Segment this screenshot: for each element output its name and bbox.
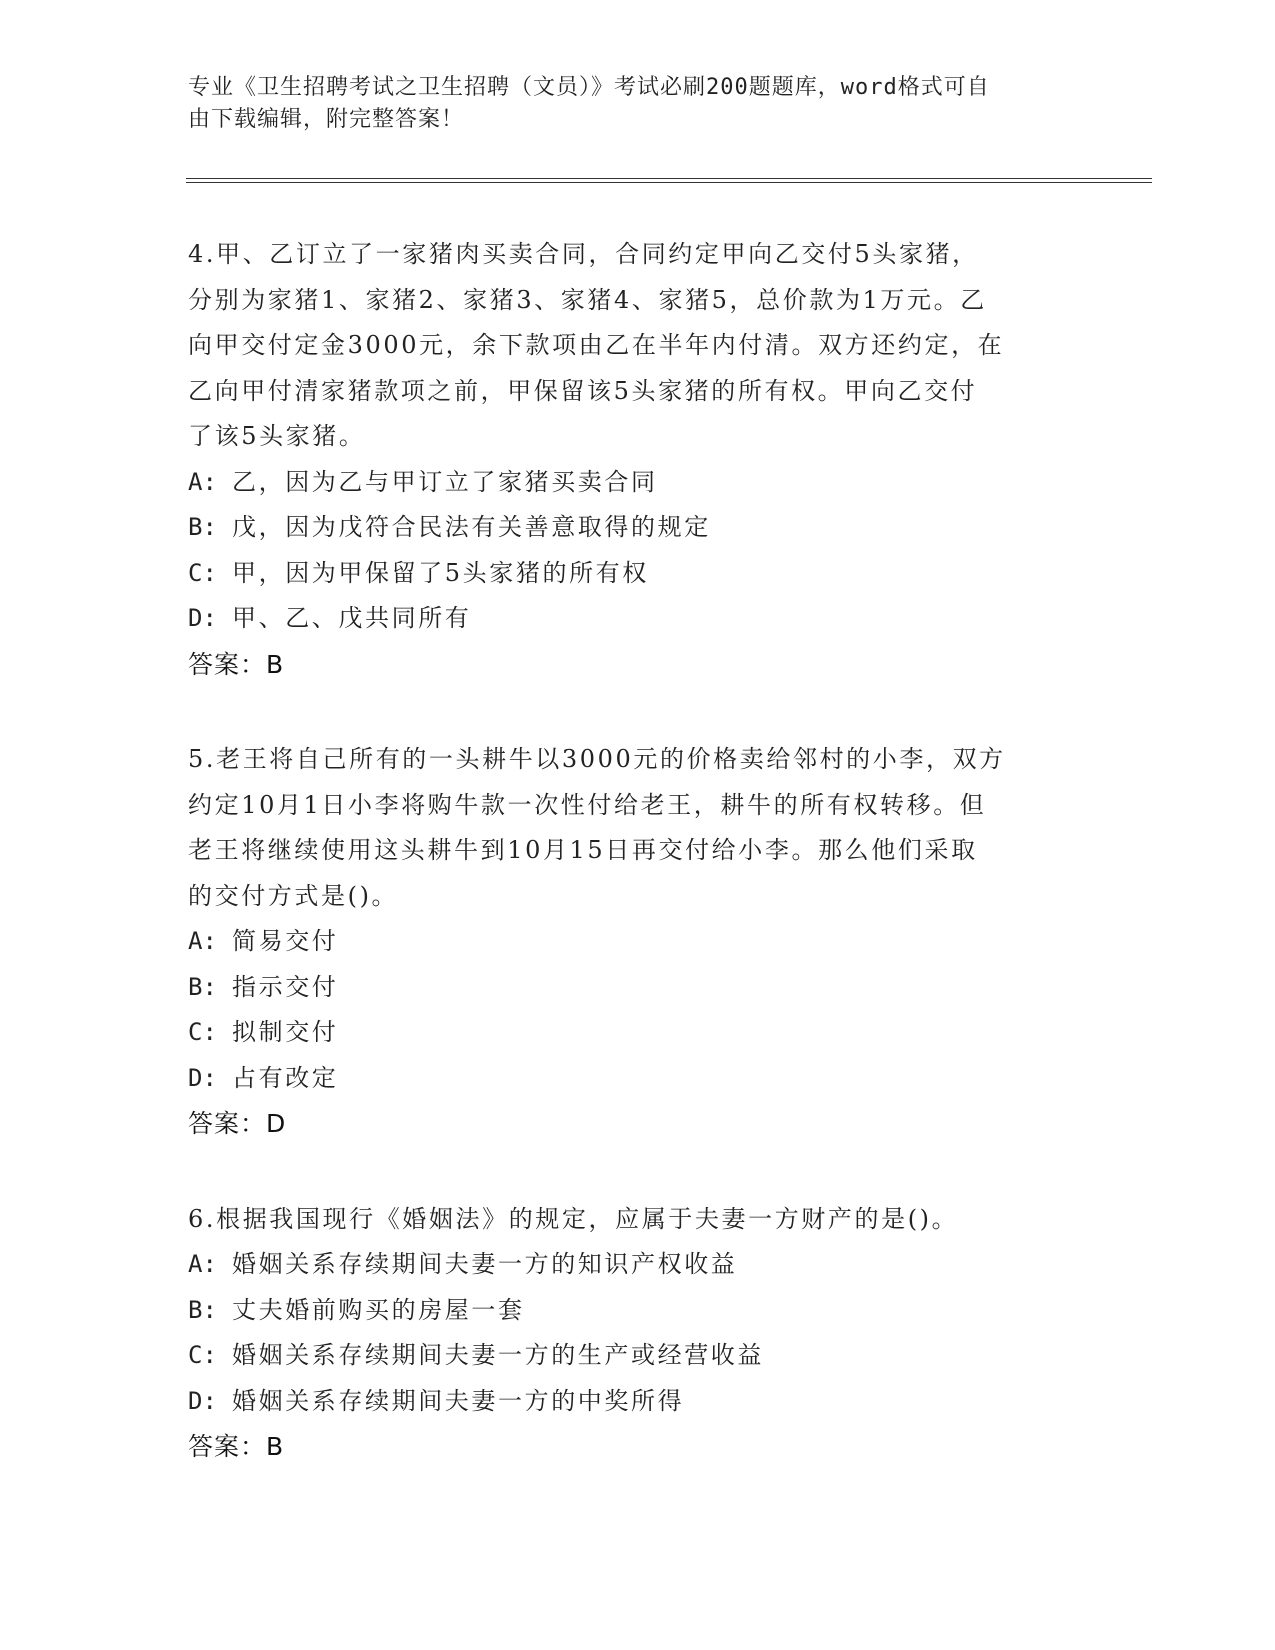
option-c xyxy=(188,1333,1088,1379)
header-divider-bottom xyxy=(186,182,1152,183)
question-list xyxy=(188,232,1088,1520)
question-4 xyxy=(188,232,1088,687)
stem-line: 6.根据我国现行《婚姻法》的规定，应属于夫妻一方财产的是()。 xyxy=(188,1204,959,1233)
option-text: 乙，因为乙与甲订立了家猪买卖合同 xyxy=(232,467,658,496)
option-letter: A: xyxy=(188,1250,217,1278)
option-text: 婚姻关系存续期间夫妻一方的生产或经营收益 xyxy=(232,1341,764,1369)
stem-line: 分别为家猪1、家猪2、家猪3、家猪4、家猪5，总价款为1万元。乙 xyxy=(188,285,987,314)
stem-line: 的交付方式是()。 xyxy=(188,881,399,910)
question-stem xyxy=(188,232,1088,460)
option-letter: D: xyxy=(188,1063,217,1092)
stem-line: 4.甲、乙订立了一家猪肉买卖合同，合同约定甲向乙交付5头家猪， xyxy=(188,240,979,268)
option-letter: A: xyxy=(188,467,217,496)
question-5 xyxy=(188,737,1088,1147)
stem-line: 5.老王将自己所有的一头耕牛以3000元的价格卖给邻村的小李，双方 xyxy=(188,745,1006,773)
option-text: 甲、乙、戊共同所有 xyxy=(232,604,472,632)
option-text: 指示交付 xyxy=(232,972,339,1001)
option-letter: A: xyxy=(188,927,217,955)
header-line-1: 专业《卫生招聘考试之卫生招聘（文员）》考试必刷200题题库，word格式可自 xyxy=(188,75,990,100)
option-d xyxy=(188,1056,1088,1102)
question-stem xyxy=(188,737,1088,919)
option-text: 戊，因为戊符合民法有关善意取得的规定 xyxy=(232,513,711,541)
option-b xyxy=(188,505,1088,551)
option-text: 婚姻关系存续期间夫妻一方的中奖所得 xyxy=(232,1386,685,1415)
option-text: 拟制交付 xyxy=(232,1018,339,1046)
question-stem xyxy=(188,1197,1088,1243)
option-a xyxy=(188,1242,1088,1288)
question-6 xyxy=(188,1197,1088,1470)
option-c xyxy=(188,551,1088,597)
stem-line: 乙向甲付清家猪款项之前，甲保留该5头家猪的所有权。甲向乙交付 xyxy=(188,376,978,405)
stem-line: 约定10月1日小李将购牛款一次性付给老王，耕牛的所有权转移。但 xyxy=(188,790,987,819)
option-letter: B: xyxy=(188,972,217,1001)
option-text: 甲，因为甲保留了5头家猪的所有权 xyxy=(232,558,649,587)
option-d xyxy=(188,596,1088,642)
option-b xyxy=(188,965,1088,1011)
stem-line: 了该5头家猪。 xyxy=(188,422,366,450)
option-text: 婚姻关系存续期间夫妻一方的知识产权收益 xyxy=(232,1250,738,1278)
option-c xyxy=(188,1010,1088,1056)
answer-line: 答案：B xyxy=(188,649,285,679)
option-letter: C: xyxy=(188,1341,217,1369)
answer-line: 答案：B xyxy=(188,1432,285,1461)
option-text: 丈夫婚前购买的房屋一套 xyxy=(232,1295,525,1324)
option-letter: C: xyxy=(188,1018,217,1046)
header-line-2: 由下载编辑，附完整答案！ xyxy=(188,107,465,132)
document-header xyxy=(188,72,1068,136)
header-divider-top xyxy=(186,178,1152,179)
option-letter: D: xyxy=(188,1386,217,1415)
option-text: 简易交付 xyxy=(232,927,339,955)
option-letter: D: xyxy=(188,604,217,632)
option-letter: B: xyxy=(188,513,217,541)
option-b xyxy=(188,1288,1088,1334)
option-letter: C: xyxy=(188,558,217,587)
stem-line: 老王将继续使用这头耕牛到10月15日再交付给小李。那么他们采取 xyxy=(188,836,978,864)
option-letter: B: xyxy=(188,1295,217,1324)
stem-line: 向甲交付定金3000元，余下款项由乙在半年内付清。双方还约定，在 xyxy=(188,331,1005,359)
option-a xyxy=(188,919,1088,965)
answer-line: 答案：D xyxy=(188,1109,287,1138)
option-text: 占有改定 xyxy=(232,1063,339,1092)
option-d xyxy=(188,1379,1088,1425)
option-a xyxy=(188,460,1088,506)
